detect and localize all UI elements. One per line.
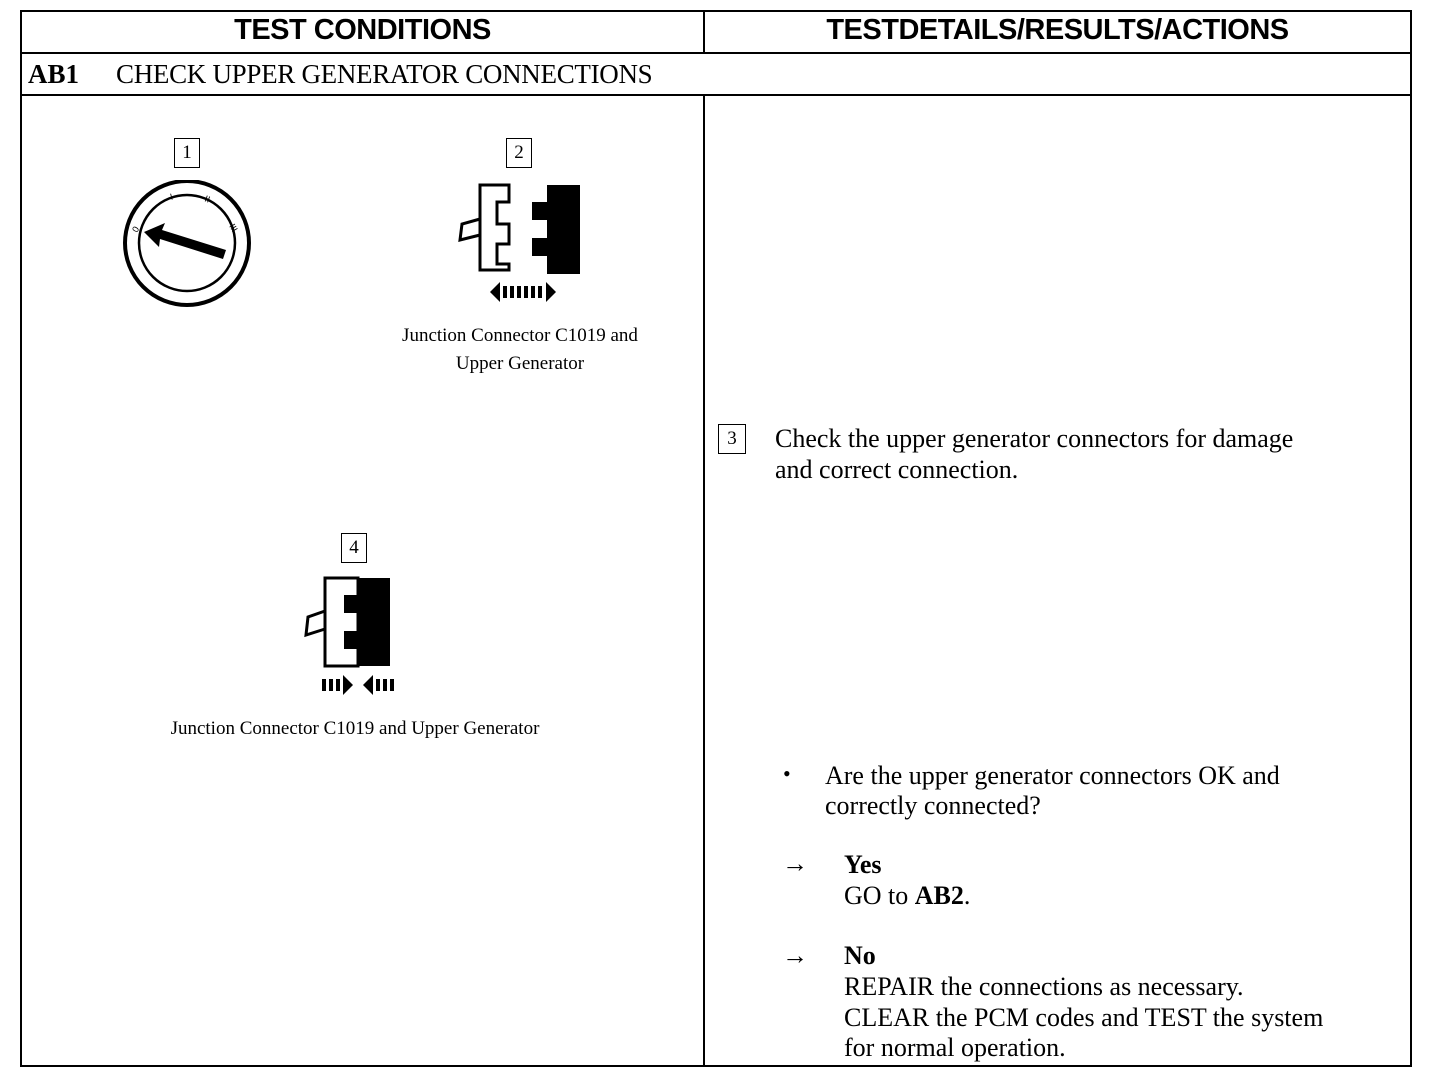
step-3-marker: 3 [718, 424, 746, 454]
no-action-line-1: REPAIR the connections as necessary. [844, 972, 1244, 1001]
test-table [20, 10, 1412, 1067]
step-4-marker: 4 [341, 533, 367, 563]
step-2-caption-line-1: Junction Connector C1019 and [402, 325, 638, 346]
step-3-instruction-line-1: Check the upper generator connectors for damage [775, 424, 1294, 453]
body-column-divider [703, 94, 705, 1067]
question-bullet: • [783, 761, 791, 786]
question-line-2: correctly connected? [825, 791, 1041, 820]
step-1-marker: 1 [174, 138, 200, 168]
connector-disconnect-icon [452, 182, 587, 307]
column-header-test-details: TESTDETAILS/RESULTS/ACTIONS [826, 14, 1289, 46]
no-arrow-icon: → [782, 941, 808, 970]
yes-action: GO to AB2. [844, 881, 971, 910]
ignition-switch-off-icon [120, 180, 255, 308]
yes-label: Yes [844, 850, 882, 879]
ignition-position-0-label: 0 [130, 224, 142, 234]
step-2-marker: 2 [506, 138, 532, 168]
question-line-1: Are the upper generator connectors OK and [825, 761, 1280, 790]
header-divider [20, 52, 1412, 54]
step-4-caption: Junction Connector C1019 and Upper Generator [170, 718, 540, 739]
column-header-test-conditions: TEST CONDITIONS [234, 14, 491, 46]
ignition-position-3-label: III [227, 222, 240, 234]
title-divider [20, 94, 1412, 96]
step-3-instruction-line-2: and correct connection. [775, 455, 1019, 484]
ignition-position-1-label: I [168, 191, 174, 202]
connector-connect-icon [300, 575, 400, 700]
test-title: CHECK UPPER GENERATOR CONNECTIONS [116, 59, 653, 89]
no-action-line-2: CLEAR the PCM codes and TEST the system [844, 1003, 1324, 1032]
yes-arrow-icon: → [782, 849, 808, 878]
ignition-position-2-label: II [203, 193, 212, 205]
test-id: AB1 [28, 59, 80, 89]
no-label: No [844, 941, 876, 970]
step-2-caption-line-2: Upper Generator [455, 353, 585, 374]
no-action-line-3: for normal operation. [844, 1033, 1066, 1062]
